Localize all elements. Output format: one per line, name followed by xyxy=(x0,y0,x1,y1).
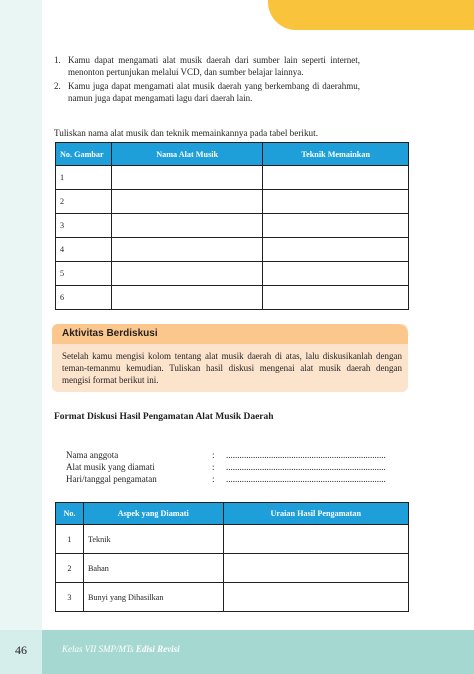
table-row xyxy=(56,286,409,310)
field-label: Nama anggota xyxy=(66,450,119,460)
field-colon: : xyxy=(212,462,215,472)
field-colon: : xyxy=(212,474,215,484)
table-row xyxy=(56,166,409,190)
result-cell[interactable] xyxy=(223,583,408,612)
row-number: 4 xyxy=(56,238,112,262)
activity-box xyxy=(52,324,408,392)
observation-table xyxy=(55,502,409,612)
aspect-cell: Teknik xyxy=(83,525,223,554)
header-uraian: Uraian Hasil Pengamatan xyxy=(223,503,408,525)
technique-cell[interactable] xyxy=(263,214,409,238)
top-corner-tab xyxy=(268,0,474,30)
technique-cell[interactable] xyxy=(263,262,409,286)
field-colon: : xyxy=(212,450,215,460)
technique-cell[interactable] xyxy=(263,166,409,190)
instrument-name-cell[interactable] xyxy=(111,166,262,190)
instrument-name-cell[interactable] xyxy=(111,262,262,286)
field-blank[interactable]: ....................................................................... xyxy=(226,462,386,472)
page-footer xyxy=(0,630,474,674)
instrument-name-cell[interactable] xyxy=(111,286,262,310)
list-item xyxy=(54,80,360,104)
footer-text xyxy=(62,644,180,654)
row-number: 1 xyxy=(56,525,84,554)
book-label: Kelas VII SMP/MTs xyxy=(62,644,134,654)
left-margin-bar xyxy=(0,0,42,674)
row-number: 2 xyxy=(56,190,112,214)
list-item xyxy=(54,54,360,78)
instrument-name-cell[interactable] xyxy=(111,214,262,238)
row-number: 1 xyxy=(56,166,112,190)
edition-label: Edisi Revisi xyxy=(135,644,180,654)
table-row xyxy=(56,554,409,583)
header-no-gambar: No. Gambar xyxy=(56,143,112,166)
technique-cell[interactable] xyxy=(263,286,409,310)
result-cell[interactable] xyxy=(223,554,408,583)
activity-header xyxy=(52,324,408,344)
row-number: 5 xyxy=(56,262,112,286)
format-title: Format Diskusi Hasil Pengamatan Alat Musik Daerah xyxy=(54,412,274,422)
page-number: 46 xyxy=(15,643,27,657)
field-label: Hari/tanggal pengamatan xyxy=(66,474,157,484)
header-teknik-memainkan: Teknik Memainkan xyxy=(263,143,409,166)
list-text: Kamu juga dapat mengamati alat musik daerah yang berkembang di daerahmu, namun juga dapat mengamati lagu dari daerah lain. xyxy=(68,81,360,103)
instruction-list xyxy=(54,54,360,106)
field-blank[interactable]: ....................................................................... xyxy=(226,474,386,484)
table-row xyxy=(56,238,409,262)
aspect-cell: Bunyi yang Dihasilkan xyxy=(83,583,223,612)
aspect-cell: Bahan xyxy=(83,554,223,583)
table-row xyxy=(56,190,409,214)
row-number: 3 xyxy=(56,583,84,612)
field-label: Alat musik yang diamati xyxy=(66,462,155,472)
header-aspek: Aspek yang Diamati xyxy=(83,503,223,525)
row-number: 6 xyxy=(56,286,112,310)
table-row xyxy=(56,262,409,286)
row-number: 2 xyxy=(56,554,84,583)
list-text: Kamu dapat mengamati alat musik daerah dari sumber lain seperti internet, menonton pertunjukan melalui VCD, dan sumber belajar lainnya. xyxy=(68,55,360,77)
instrument-name-cell[interactable] xyxy=(111,190,262,214)
list-number: 2. xyxy=(54,81,61,91)
instrument-name-cell[interactable] xyxy=(111,238,262,262)
technique-cell[interactable] xyxy=(263,190,409,214)
row-number: 3 xyxy=(56,214,112,238)
field-blank[interactable]: ....................................................................... xyxy=(226,450,386,460)
table-row xyxy=(56,214,409,238)
activity-title: Aktivitas Berdiskusi xyxy=(62,328,158,339)
list-number: 1. xyxy=(54,55,61,65)
table-row xyxy=(56,525,409,554)
result-cell[interactable] xyxy=(223,525,408,554)
technique-cell[interactable] xyxy=(263,238,409,262)
header-no: No. xyxy=(56,503,84,525)
header-nama-alat-musik: Nama Alat Musik xyxy=(111,143,262,166)
table-prompt: Tuliskan nama alat musik dan teknik memainkannya pada tabel berikut. xyxy=(54,128,318,138)
instrument-table xyxy=(55,142,409,310)
activity-body: Setelah kamu mengisi kolom tentang alat musik daerah di atas, lalu diskusikanlah dengan teman-temanmu kemudian. Tuliskan hasil diskusi mengenai alat musik daerah dengan mengisi format berikut ini. xyxy=(62,351,402,385)
table-row xyxy=(56,583,409,612)
